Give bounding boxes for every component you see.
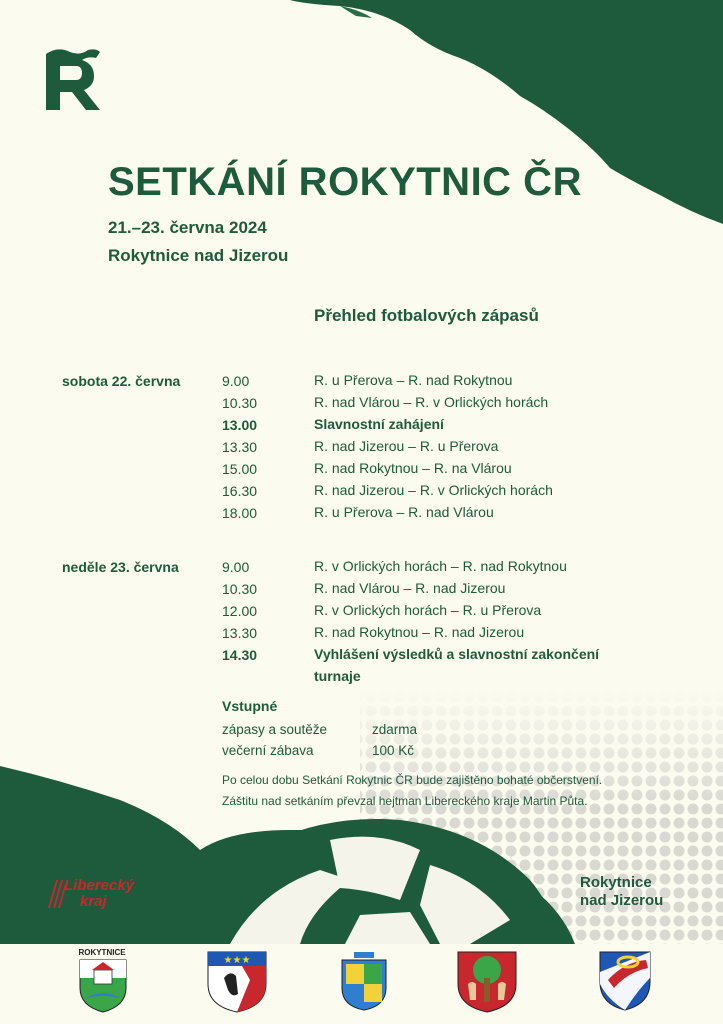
opening-ceremony: Slavnostní zahájení	[314, 416, 444, 432]
match-time: 10.30	[222, 395, 258, 411]
schedule-day-saturday: sobota 22. června	[62, 373, 181, 389]
crest-rokytnice-u-prerova-icon	[340, 950, 388, 1012]
match-time: 18.00	[222, 505, 258, 521]
rokytnice-r-logo	[44, 46, 102, 110]
note-refreshments: Po celou dobu Setkání Rokytnic ČR bude zajištěno bohaté občerstvení.	[222, 773, 603, 787]
match-teams: R. nad Rokytnou – R. na Vlárou	[314, 460, 512, 476]
town-line1: Rokytnice	[580, 874, 652, 891]
event-dates: 21.–23. června 2024	[108, 218, 267, 237]
closing-ceremony: Vyhlášení výsledků a slavnostní zakončení turnaje	[314, 646, 600, 684]
note-patronage: Záštitu nad setkáním převzal hejtman Libereckého kraje Martin Půta.	[222, 794, 588, 808]
stripes-icon	[46, 878, 66, 910]
svg-text:★★★: ★★★	[223, 955, 251, 966]
crest-rokytnice-nad-jizerou-icon	[78, 958, 128, 1014]
match-teams: R. nad Vlárou – R. v Orlických horách	[314, 394, 549, 410]
town-line2: nad Jizerou	[580, 892, 664, 909]
match-time: 9.00	[222, 373, 250, 389]
match-teams: R. v Orlických horách – R. u Přerova	[314, 602, 542, 618]
liberecky-kraj-logo	[46, 876, 146, 916]
sponsor-line1: Liberecký	[64, 877, 135, 894]
match-time: 16.30	[222, 483, 258, 499]
match-time: 13.30	[222, 625, 258, 641]
schedule-day-sunday: neděle 23. června	[62, 559, 179, 575]
match-time: 14.30	[222, 647, 258, 663]
event-place: Rokytnice nad Jizerou	[108, 246, 289, 265]
match-teams: R. u Přerova – R. nad Rokytnou	[314, 372, 513, 388]
crest-rokytnice-nad-rokytnou-icon	[456, 950, 518, 1014]
match-teams: R. nad Jizerou – R. v Orlických horách	[314, 482, 553, 498]
match-time: 12.00	[222, 603, 258, 619]
entry-label: večerní zábava	[222, 743, 314, 758]
match-time: 13.00	[222, 417, 258, 433]
entry-value: 100 Kč	[372, 743, 415, 758]
match-teams: R. nad Rokytnou – R. nad Jizerou	[314, 624, 525, 640]
matches-overview-title: Přehled fotbalových zápasů	[314, 306, 539, 325]
match-time: 13.30	[222, 439, 258, 455]
match-time: 9.00	[222, 559, 250, 575]
entry-fee-title: Vstupné	[222, 698, 278, 714]
match-teams: R. v Orlických horách – R. nad Rokytnou	[314, 558, 567, 574]
entry-label: zápasy a soutěže	[222, 722, 328, 737]
match-teams: R. nad Jizerou – R. u Přerova	[314, 438, 499, 454]
sponsor-line2: kraj	[80, 893, 107, 910]
crest-caption: ROKYTNICE	[78, 948, 126, 957]
crest-rokytnice-nad-vlarou-icon	[598, 950, 652, 1012]
match-teams: R. nad Vlárou – R. nad Jizerou	[314, 580, 506, 596]
crest-rokytnice-v-orlickych-horach-icon	[206, 950, 268, 1014]
match-time: 10.30	[222, 581, 258, 597]
match-teams: R. u Přerova – R. nad Vlárou	[314, 504, 494, 520]
match-time: 15.00	[222, 461, 258, 477]
town-name	[580, 874, 663, 910]
entry-value: zdarma	[372, 722, 418, 737]
event-title: SETKÁNÍ ROKYTNIC ČR	[108, 160, 582, 204]
